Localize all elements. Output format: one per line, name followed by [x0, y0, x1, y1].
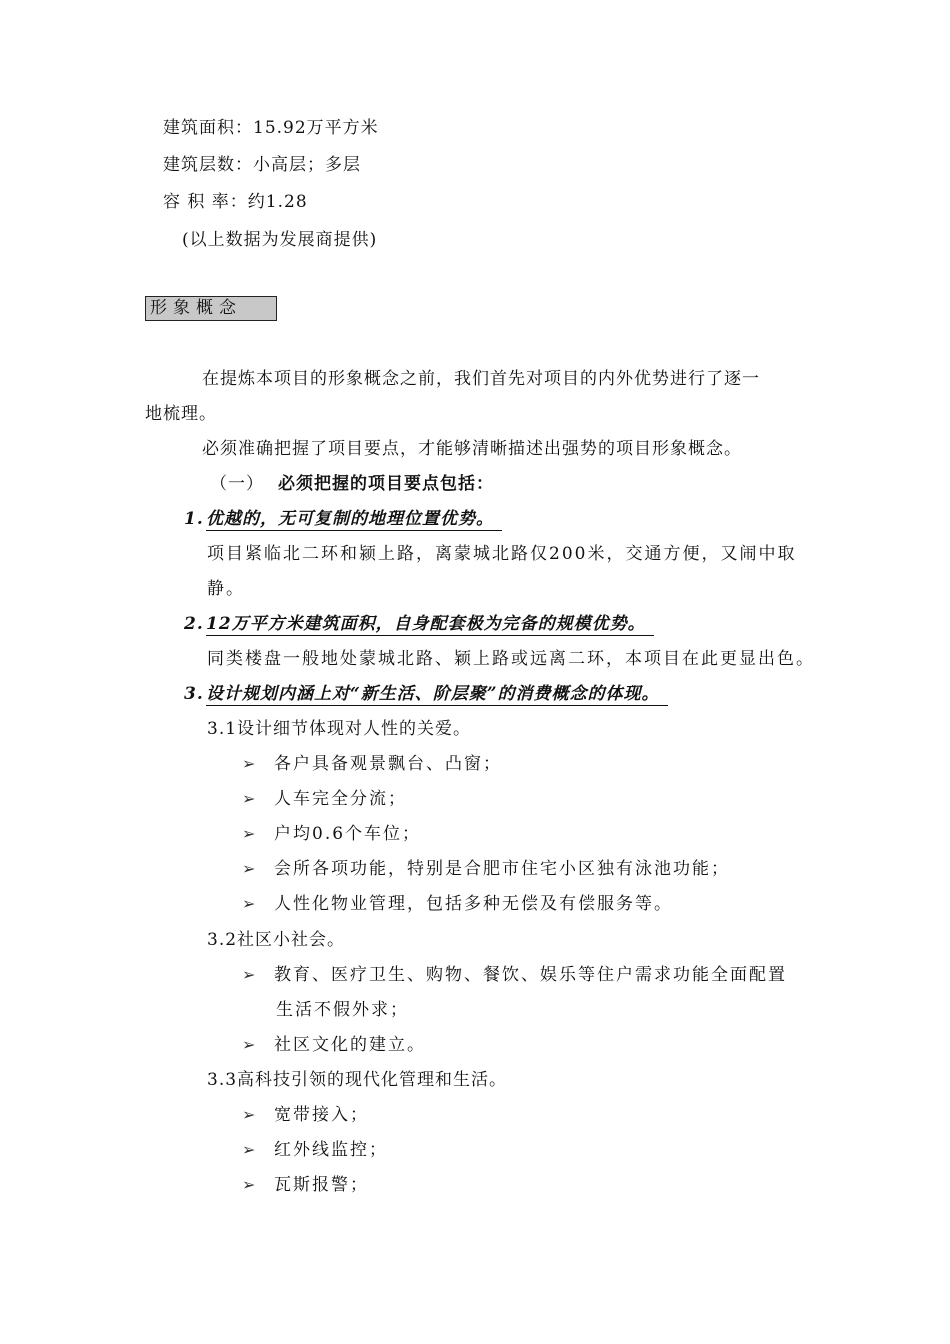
list-item-text: 人性化物业管理，包括多种无偿及有偿服务等。 — [274, 894, 673, 914]
list-item-text: 红外线监控； — [274, 1140, 388, 1160]
intro-paragraph-1-line-2: 地梳理。 — [145, 404, 217, 424]
list-item-text: 会所各项功能，特别是合肥市住宅小区独有泳池功能； — [274, 859, 730, 879]
subheading-number: （一） — [210, 474, 264, 494]
sub-point-3-2-title: 3.2社区小社会。 — [207, 930, 346, 950]
point-1-number: 1. — [184, 509, 204, 529]
arrow-bullet-icon: ➢ — [242, 754, 258, 773]
list-item-text: 宽带接入； — [274, 1105, 369, 1125]
intro-paragraph-2: 必须准确把握了项目要点，才能够清晰描述出强势的项目形象概念。 — [202, 439, 742, 459]
list-item-text: 瓦斯报警； — [274, 1175, 369, 1195]
subheading-text: 必须把握的项目要点包括： — [278, 474, 494, 494]
list-item — [242, 1103, 369, 1127]
list-item — [242, 752, 502, 776]
arrow-bullet-icon: ➢ — [242, 1105, 258, 1124]
list-item — [242, 1033, 426, 1057]
stat-building-area: 建筑面积：15.92万平方米 — [163, 118, 379, 138]
list-item-text: 户均0.6个车位； — [274, 824, 422, 844]
arrow-bullet-icon: ➢ — [242, 894, 258, 913]
list-item-text: 社区文化的建立。 — [274, 1035, 426, 1055]
point-3-title: 设计规划内涵上对“新生活、阶层聚”的消费概念的体现。 — [206, 684, 668, 706]
point-2-title: 12万平方米建筑面积，自身配套极为完备的规模优势。 — [206, 614, 654, 636]
point-3-number: 3. — [184, 684, 204, 704]
point-1 — [184, 507, 502, 531]
intro-paragraph-1-line-1: 在提炼本项目的形象概念之前，我们首先对项目的内外优势进行了逐一 — [202, 369, 760, 389]
sub-point-3-1-title: 3.1设计细节体现对人性的关爱。 — [207, 719, 472, 739]
point-1-title: 优越的，无可复制的地理位置优势。 — [206, 509, 502, 531]
list-item-text: 教育、医疗卫生、购物、餐饮、娱乐等住户需求功能全面配置 — [274, 965, 787, 985]
point-2-number: 2. — [184, 614, 204, 634]
arrow-bullet-icon: ➢ — [242, 789, 258, 808]
list-item — [242, 963, 787, 987]
arrow-bullet-icon: ➢ — [242, 1175, 258, 1194]
arrow-bullet-icon: ➢ — [242, 859, 258, 878]
list-item-continuation: 生活不假外求； — [276, 1000, 409, 1020]
point-2-desc-line-1: 同类楼盘一般地处蒙城北路、颖上路或远离二环，本项目在此更显出色。 — [207, 649, 815, 669]
list-item — [242, 1138, 388, 1162]
arrow-bullet-icon: ➢ — [242, 1140, 258, 1159]
stat-building-floors: 建筑层数：小高层；多层 — [163, 155, 361, 175]
list-item — [242, 1173, 369, 1197]
list-item-text: 人车完全分流； — [274, 789, 407, 809]
list-item-text: 各户具备观景飘台、凸窗； — [274, 754, 502, 774]
list-item — [242, 822, 421, 846]
point-2 — [184, 612, 654, 636]
list-item — [242, 892, 673, 916]
list-item — [242, 787, 407, 811]
sub-point-3-3-title: 3.3高科技引领的现代化管理和生活。 — [207, 1070, 508, 1090]
stat-plot-ratio: 容 积 率：约1.28 — [163, 192, 308, 212]
section-title: 形象概念 — [145, 296, 277, 321]
arrow-bullet-icon: ➢ — [242, 824, 258, 843]
subheading — [210, 472, 494, 496]
stats-source-note: (以上数据为发展商提供) — [182, 230, 378, 250]
arrow-bullet-icon: ➢ — [242, 965, 258, 984]
arrow-bullet-icon: ➢ — [242, 1035, 258, 1054]
point-1-desc-line-1: 项目紧临北二环和颍上路，离蒙城北路仅200米，交通方便，又闹中取 — [207, 544, 797, 564]
list-item — [242, 857, 730, 881]
point-3 — [184, 682, 668, 706]
point-1-desc-line-2: 静。 — [207, 579, 245, 599]
